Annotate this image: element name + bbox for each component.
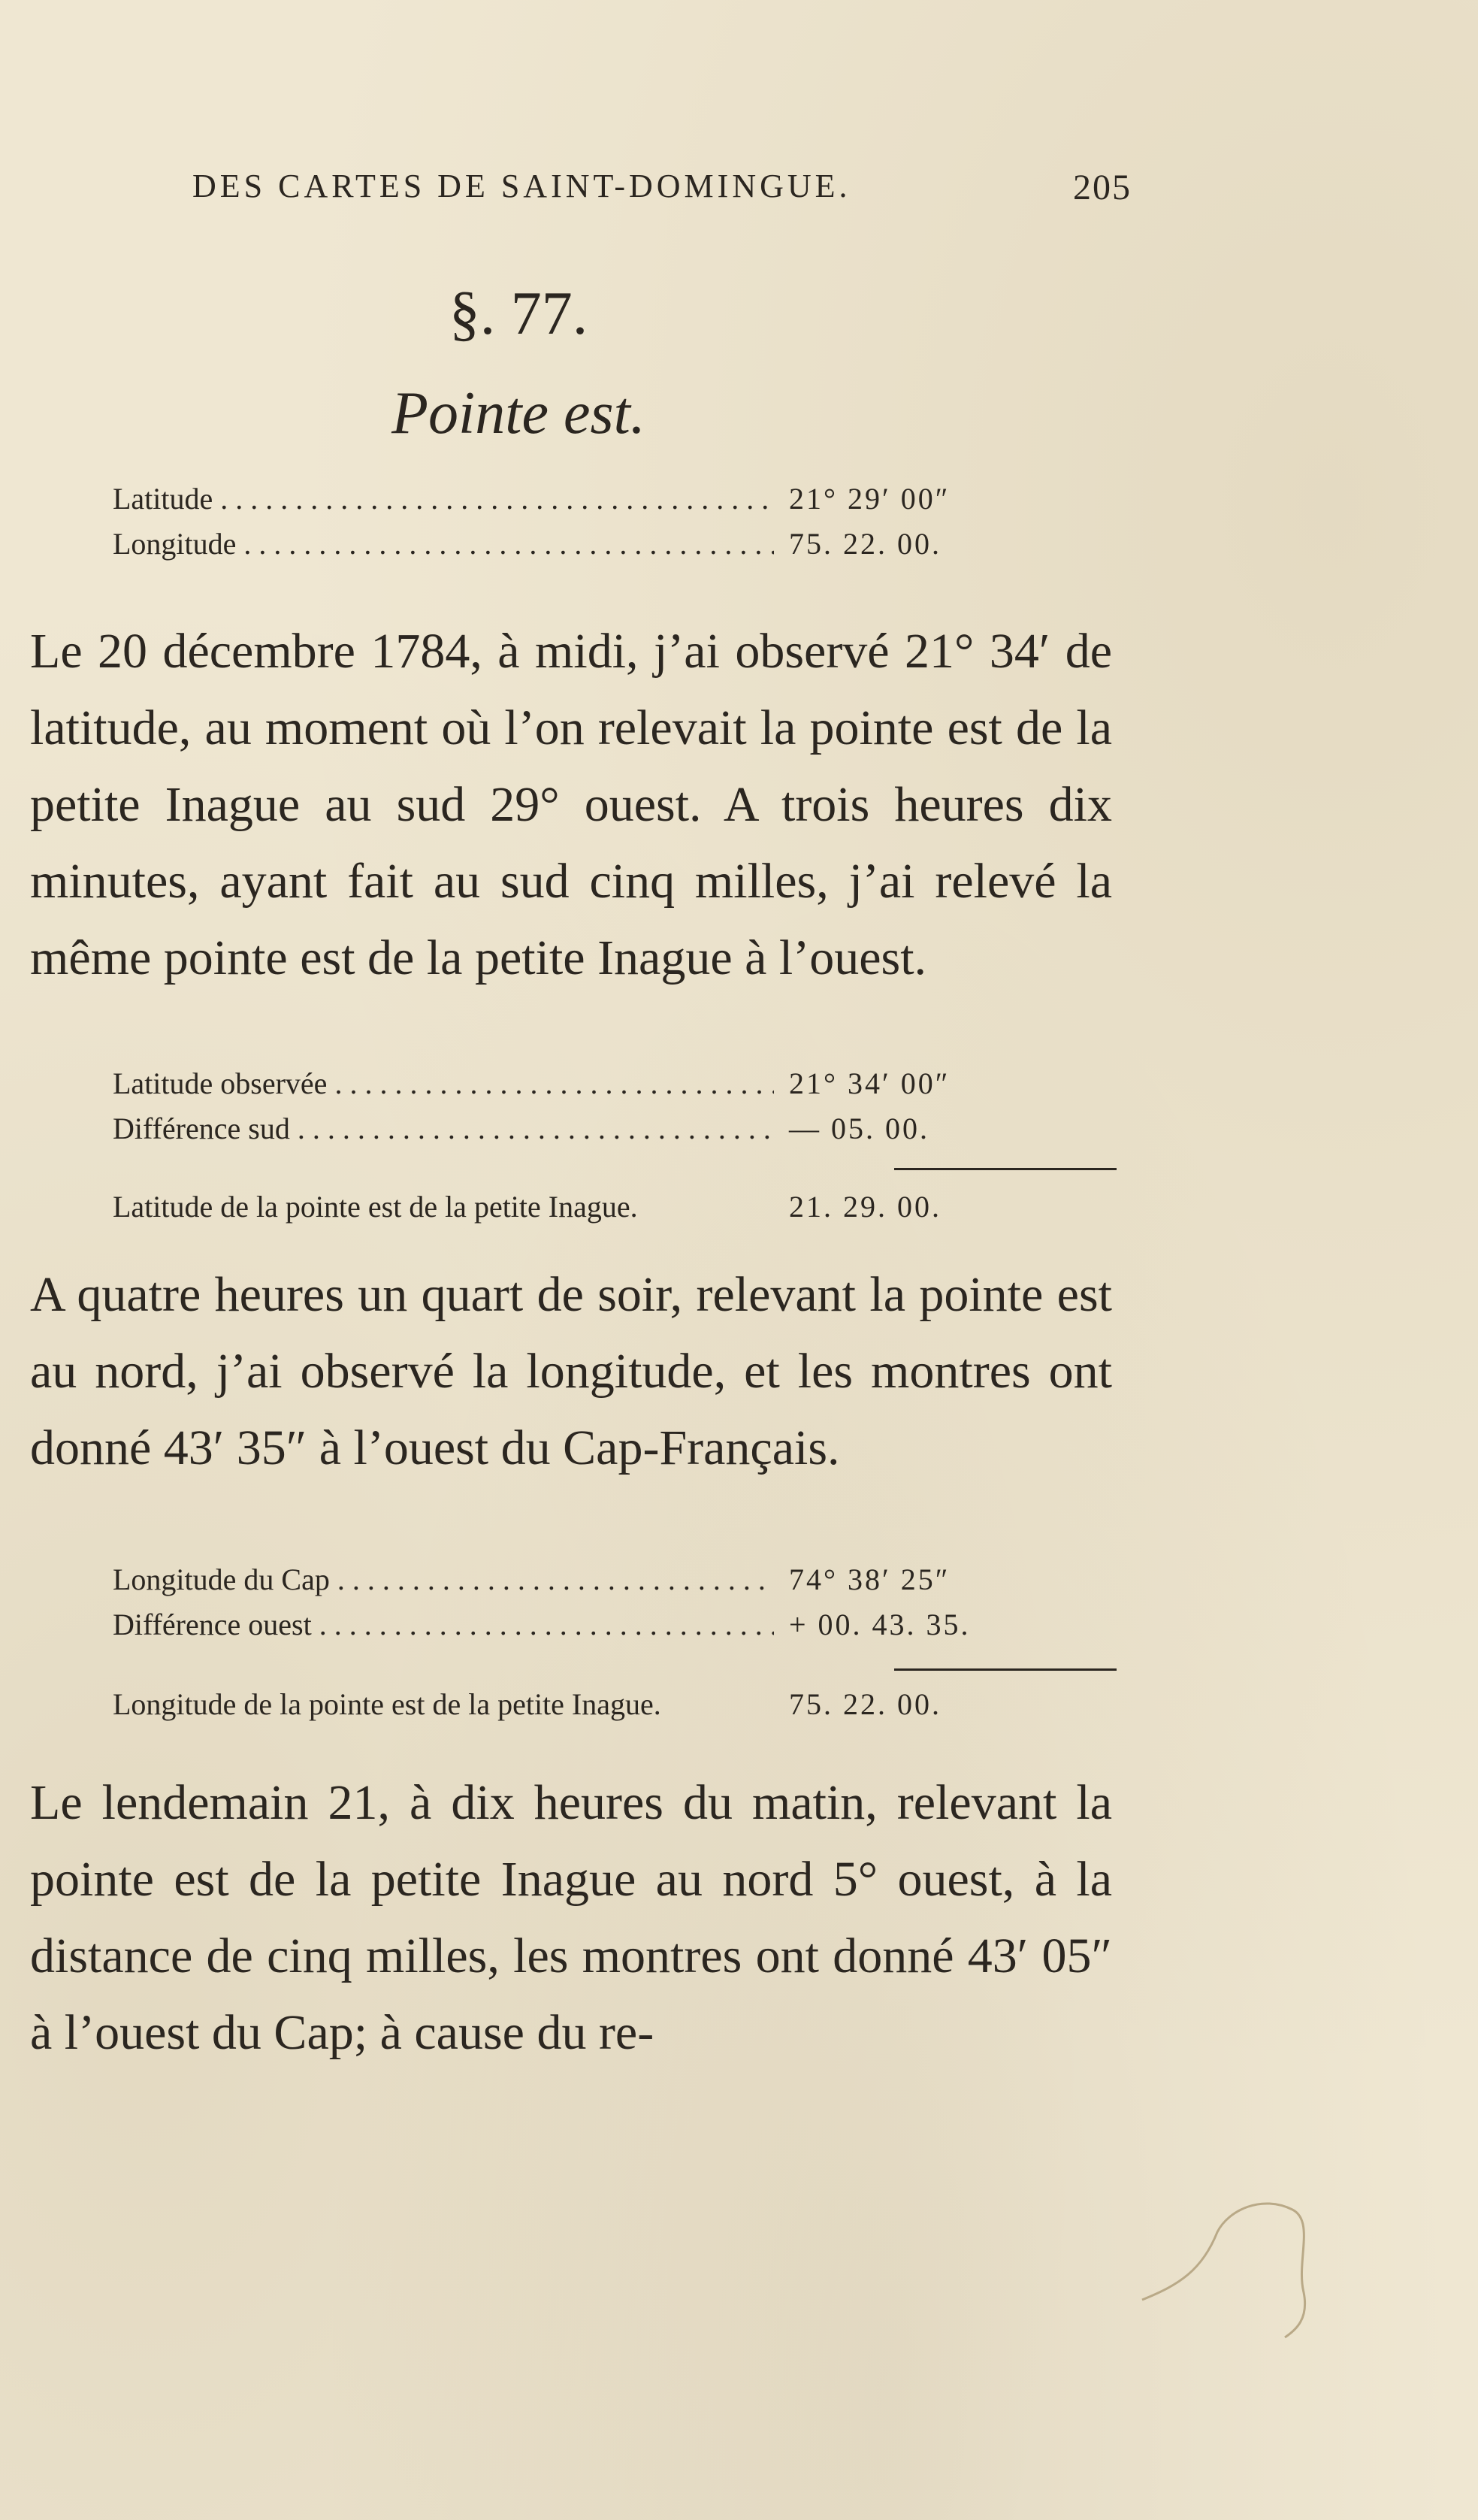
sum-rule bbox=[894, 1168, 1117, 1170]
section-number: §. 77. bbox=[449, 279, 588, 347]
page-number: 205 bbox=[1073, 168, 1132, 207]
row-label: Latitude . . . bbox=[113, 481, 774, 516]
paragraph-observation-1: Le 20 décembre 1784, à midi, j’ai observé 21° 34′ de latitude, au moment où l’on relevait la pointe est de la petite Inague au sud 29° ouest. A trois heures dix minutes, ayant fait au sud cinq milles, j’ai relevé la même pointe est de la petite Inague à l’ouest. bbox=[30, 624, 1112, 985]
table-result-row bbox=[113, 1687, 1007, 1732]
sum-rule bbox=[894, 1668, 1117, 1671]
result-label: Longitude de la pointe est de la petite Inague. bbox=[113, 1687, 661, 1721]
row-value: + 00. 43. 35. bbox=[789, 1608, 971, 1641]
paragraph-observation-2: A quatre heures un quart de soir, relevant la pointe est au nord, j’ai observé la longitude, et les montres ont donné 43′ 35″ à l’ouest du Cap-Français. bbox=[30, 1267, 1112, 1475]
row-value: 21° 29′ 00″ bbox=[789, 482, 951, 516]
table-row bbox=[113, 481, 1007, 526]
row-value: 75. 22. 00. bbox=[789, 527, 942, 561]
row-label: Différence ouest . . . bbox=[113, 1607, 774, 1642]
row-value: 21° 34′ 00″ bbox=[789, 1066, 951, 1100]
section-title: Pointe est. bbox=[391, 380, 645, 446]
running-head bbox=[192, 167, 1132, 219]
table-result-row bbox=[113, 1189, 1007, 1234]
longitude-table bbox=[113, 1562, 1007, 1732]
row-value: — 05. 00. bbox=[789, 1112, 929, 1145]
row-label: Longitude du Cap . . . bbox=[113, 1562, 774, 1597]
row-label: Longitude . . . bbox=[113, 526, 774, 561]
table-row bbox=[113, 526, 1007, 571]
latitude-table bbox=[113, 1066, 1007, 1234]
table-row bbox=[113, 1111, 1007, 1156]
paper-tear-mark bbox=[1135, 2180, 1330, 2375]
paragraph-observation-3: Le lendemain 21, à dix heures du matin, relevant la pointe est de la petite Inague au nord 5° ouest, à la distance de cinq milles, les montres ont donné 43′ 05″ à l’ouest du Cap; à cause du re- bbox=[30, 1775, 1112, 2060]
result-label: Latitude de la pointe est de la petite Inague. bbox=[113, 1190, 638, 1224]
table-row bbox=[113, 1066, 1007, 1111]
row-value: 74° 38′ 25″ bbox=[789, 1563, 951, 1596]
row-label: Latitude observée . . . bbox=[113, 1066, 774, 1101]
table-row bbox=[113, 1562, 1007, 1607]
result-value: 21. 29. 00. bbox=[789, 1190, 942, 1224]
table-row bbox=[113, 1607, 1007, 1652]
row-label: Différence sud . . . bbox=[113, 1111, 774, 1146]
result-value: 75. 22. 00. bbox=[789, 1687, 942, 1721]
coordinates-table bbox=[113, 481, 1007, 571]
running-title: DES CARTES DE SAINT-DOMINGUE. bbox=[192, 168, 851, 204]
